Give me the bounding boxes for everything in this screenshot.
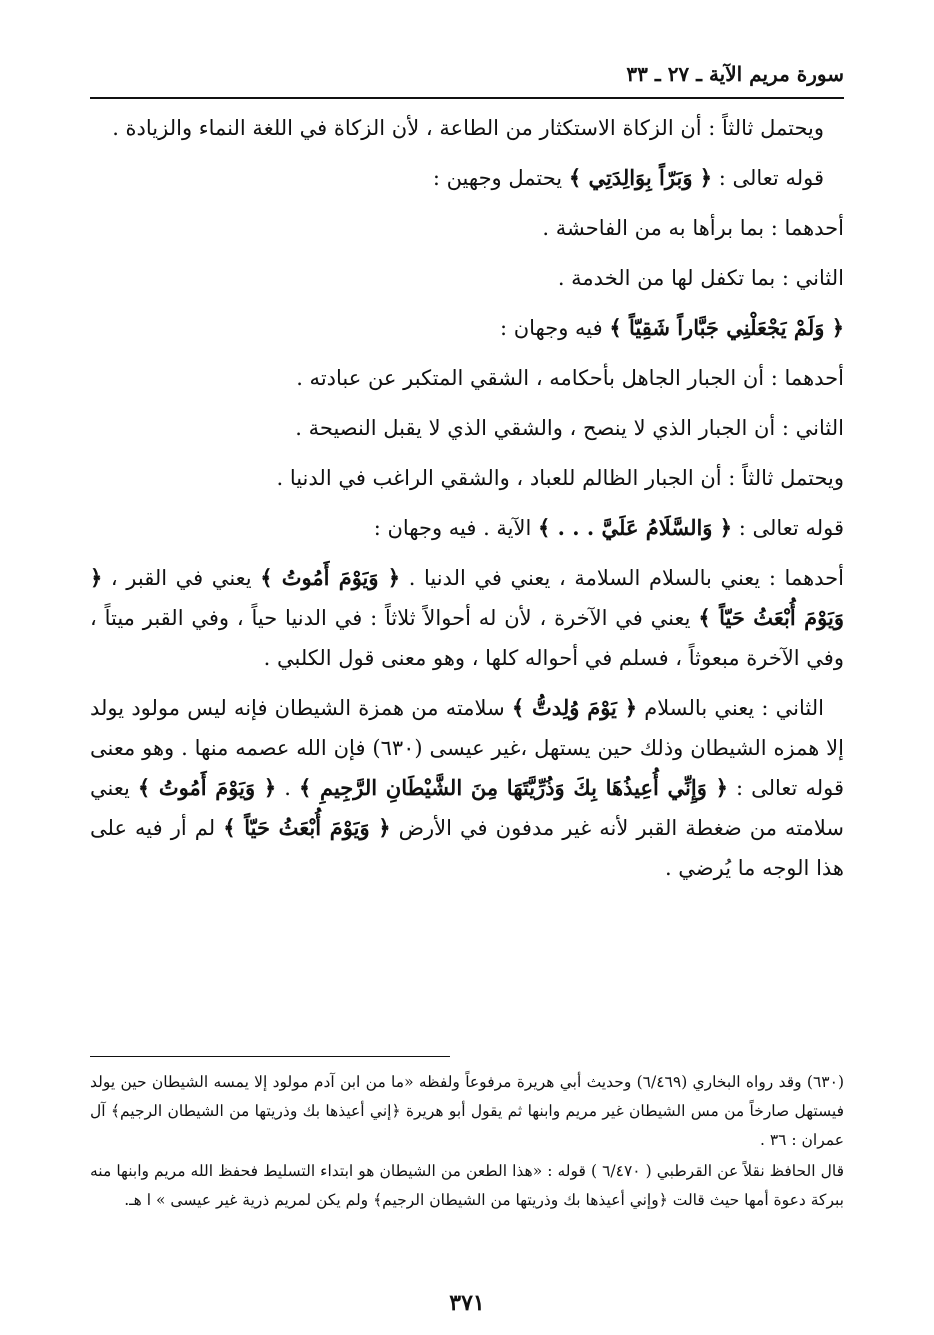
running-header: سورة مريم الآية ـ ٢٧ ـ ٣٣ (626, 62, 844, 86)
text-run: يحتمل وجهين : (432, 166, 569, 190)
text-run: الثاني : يعني بالسلام (637, 696, 824, 720)
paragraph (90, 308, 844, 348)
paragraph: أحدهما : بما برأها به من الفاحشة . (542, 216, 844, 240)
text-run: . (276, 776, 299, 800)
paragraph: الثاني : أن الجبار الذي لا ينصح ، والشقي الذي لا يقبل النصيحة . (295, 416, 844, 440)
text-run: فيه وجهان : (499, 316, 610, 340)
paragraph: ويحتمل ثالثاً : أن الجبار الظالم للعباد ، والشقي الراغب في الدنيا . (276, 466, 844, 490)
quran-verse: ﴿ وَيَوْمَ أُبْعَثُ حَيّاً ﴾ (90, 565, 845, 630)
text-run: لم أر فيه على هذا الوجه ما يُرضي . (90, 816, 844, 880)
quran-verse: ﴿ وَيَوْمَ أُبْعَثُ حَيّاً ﴾ (223, 815, 391, 840)
page-number: ٣٧١ (449, 1290, 485, 1316)
text-run: يعني سلامته من ضغطة القبر لأنه غير مدفون في الأرض (90, 776, 845, 840)
quran-verse: ﴿ وَيَوْمَ أَمُوتُ ﴾ (260, 565, 401, 590)
text-run: سلامته من همزة الشيطان فإنه ليس مولود يولد إلا همزه الشيطان وذلك حين يستهل ،غير عيسى (٦٣٠) فإن الله عصمه منها . وهو معنى قوله تعالى : (90, 696, 844, 800)
footnote-rule (90, 1056, 450, 1057)
paragraph: ويحتمل ثالثاً : أن الزكاة الاستكثار من الطاعة ، لأن الزكاة في اللغة النماء والزيادة . (112, 116, 824, 140)
text-run: الآية . فيه وجهان : (373, 516, 539, 540)
quran-verse: ﴿ وَلَمْ يَجْعَلْنِي جَبَّاراً شَقِيّاً ﴾ (609, 315, 844, 340)
footnote: (٦٣٠) وقد رواه البخاري (٦/٤٦٩) وحديث أبي هريرة مرفوعاً ولفظه «ما من ابن آدم مولود إلا يمسه الشيطان حين يولد فيستهل صارخاً من مس الشيطان غير مريم وابنها ثم يقول أبو هريرة ﴿إني أعيذها بك وذريتها من الشيطان الرجيم﴾ آل عمران : ٣٦ . (90, 1073, 844, 1149)
quran-verse: ﴿ وَبَرّاً بِوَالِدَتِي ﴾ (568, 165, 713, 190)
paragraph: الثاني : بما تكفل لها من الخدمة . (557, 266, 844, 290)
quran-verse: ﴿ وَيَوْمَ أَمُوتُ ﴾ (137, 775, 277, 800)
paragraph (90, 558, 844, 678)
footnote: قال الحافظ نقلاً عن القرطبي ( ٦/٤٧٠ ) قوله : «هذا الطعن من الشيطان هو ابتداء التسليط فحفظ الله مريم وابنها منه ببركة دعوة أمها حيث قالت ﴿وإني أعيذها بك وذريتها من الشيطان الرجيم﴾ ولم يكن لمريم ذرية غير عيسى » ا هـ. (90, 1162, 844, 1209)
paragraph: أحدهما : أن الجبار الجاهل بأحكامه ، الشقي المتكبر عن عبادته . (296, 366, 844, 390)
body-text (90, 108, 844, 898)
text-run: يعني في القبر ، (102, 566, 261, 590)
footnotes (90, 1068, 844, 1217)
quran-verse: ﴿ يَوْمَ وُلِدتُّ ﴾ (511, 695, 638, 720)
paragraph (90, 158, 844, 198)
header-rule (90, 97, 844, 99)
paragraph (90, 688, 844, 888)
text-run: أحدهما : يعني بالسلام السلامة ، يعني في الدنيا . (400, 566, 844, 590)
paragraph (90, 508, 844, 548)
quran-verse: ﴿ وَالسَّلَامُ عَلَيَّ . . . ﴾ (538, 515, 733, 540)
text-run: قوله تعالى : (732, 516, 844, 540)
text-run: قوله تعالى : (712, 166, 824, 190)
text-run: يعني في الآخرة ، لأن له أحوالاً ثلاثاً : في الدنيا حياً ، وفي القبر ميتاً ، وفي الآخرة مبعوثاً ، فسلم في أحواله كلها ، وهو معنى قول الكلبي . (90, 606, 844, 670)
quran-verse: ﴿ وَإِنِّي أُعِيذُهَا بِكَ وَذُرِّيَّتَهَا مِنَ الشَّيْطَانِ الرَّجِيمِ ﴾ (298, 775, 728, 800)
